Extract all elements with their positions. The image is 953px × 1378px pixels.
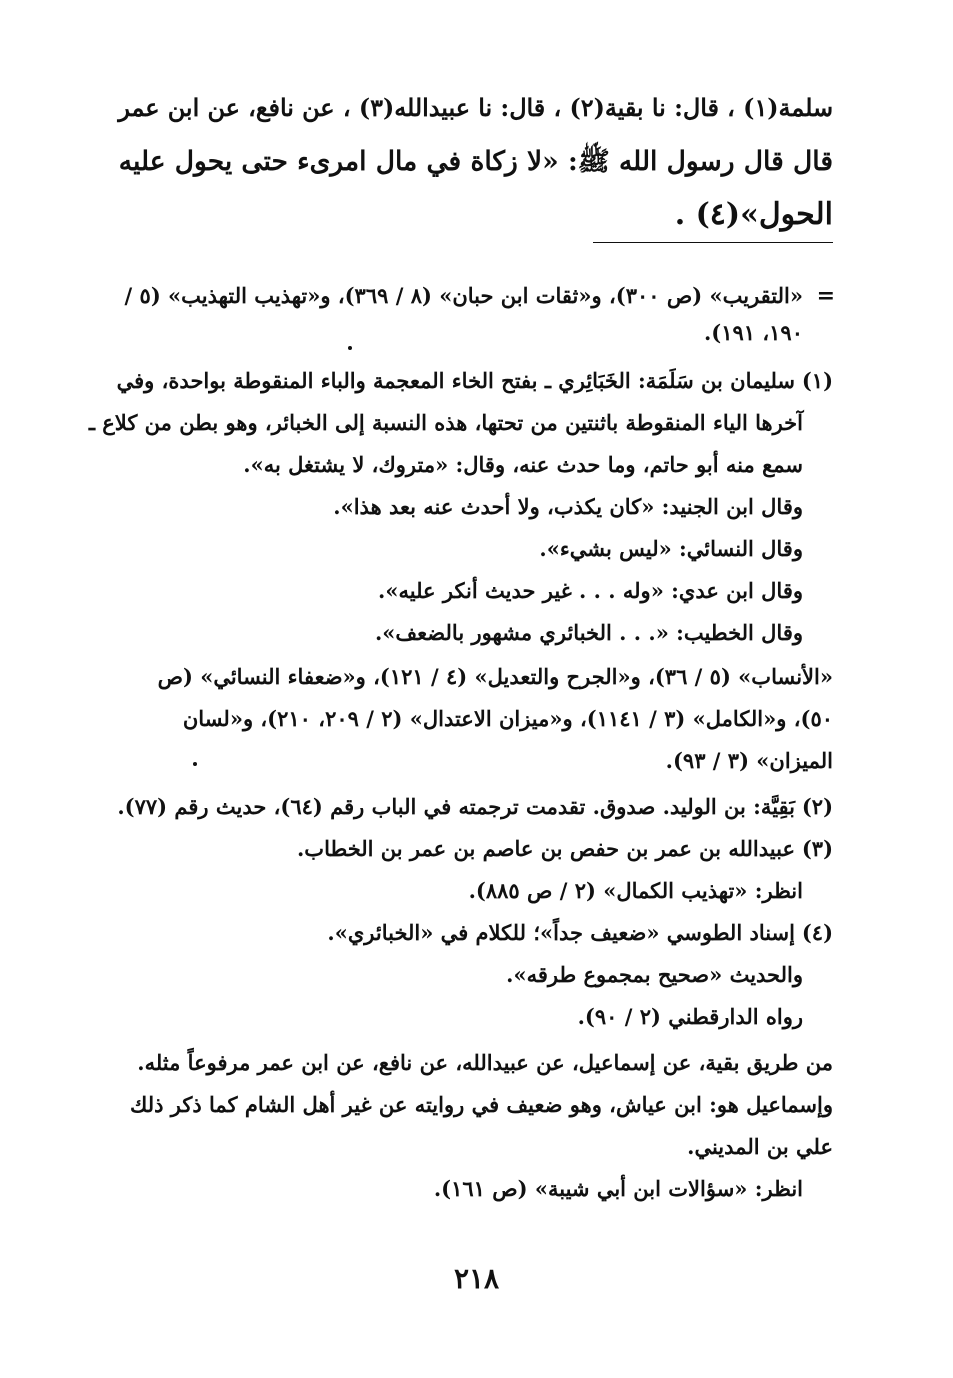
footnote-number: (٢)	[801, 794, 833, 819]
main-text	[118, 82, 833, 241]
footnote-continuation-line: ١٩٠، ١٩١).	[703, 320, 803, 345]
footnote-1-line: ٥٠)، و«الكامل» (٣ / ١١٤١)، و«ميزان الاعتدال» (٢ / ٢٠٩، ٢١٠)، و«لسان	[182, 706, 833, 731]
footnote-4-line: وإسماعيل هو: ابن عياش، وهو ضعيف في روايته عن غير أهل الشام كما ذكر ذلك	[130, 1092, 833, 1117]
footnote-separator	[593, 242, 833, 243]
footnote-3-line: انظر: «تهذيب الكمال» (٢ / ص ٨٨٥).	[468, 878, 803, 903]
footnote-number: (٣)	[801, 836, 833, 861]
footnote-4-line: من طريق بقية، عن إسماعيل، عن عبيدالله، عن نافع، عن ابن عمر مرفوعاً مثله.	[137, 1050, 833, 1075]
footnote-1-line: وقال النسائي: «ليس بشيء».	[539, 536, 803, 561]
footnote-1-line: آخرها الياء المنقوطة باثنتين من تحتها، هذه النسبة إلى الخبائر، وهو بطن من كلاع ـ	[88, 410, 803, 435]
main-text-line: قال قال رسول الله ﷺ: «لا زكاة في مال امرىء حتى يحول عليه	[118, 146, 833, 177]
footnote-4-line: إسناد الطوسي «ضعيف جداً»؛ للكلام في «الخبائري».	[327, 920, 795, 945]
footnote-4-line: والحديث «صحيح بمجموع طرقه».	[506, 962, 803, 987]
footnote-4-line: رواه الدارقطني (٢ / ٩٠).	[577, 1004, 803, 1029]
footnote-number: (٤)	[801, 920, 833, 945]
footnote-2-line: بَقِيَّة: بن الوليد. صدوق. تقدمت ترجمته في الباب رقم (٦٤)، حديث رقم (٧٧).	[117, 794, 795, 819]
ink-dot	[348, 346, 352, 350]
footnote-1-line: «الأنساب» (٥ / ٣٦)، و«الجرح والتعديل» (٤ / ١٢١)، و«ضعفاء النسائي» (ص	[157, 664, 833, 689]
main-text-line: سلمة(١) ، قال: نا بقية(٢) ، قال: نا عبيدالله(٣) ، عن نافع، عن ابن عمر	[118, 94, 833, 122]
continuation-mark: =	[816, 283, 835, 309]
footnote-1-line: وقال ابن الجنيد: «كان يكذب، ولا أحدث عنه بعد هذا».	[333, 494, 803, 519]
main-text-line: الحول»(٤) .	[674, 197, 833, 232]
ink-dot	[193, 762, 197, 766]
footnote-4-line: علي بن المديني.	[687, 1134, 833, 1159]
footnote-1-line: وقال الخطيب: «. . . الخبائري مشهور بالضعف».	[375, 620, 803, 645]
footnote-1-line: سمع منه أبو حاتم، وما حدث عنه، وقال: «متروك، لا يشتغل به».	[243, 452, 803, 477]
footnote-number: (١)	[801, 368, 833, 393]
page-number: ٢١٨	[453, 1262, 500, 1295]
footnote-continuation-line: «التقريب» (ص ٣٠٠)، و«ثقات ابن حبان» (٨ / ٣٦٩)، و«تهذيب التهذيب» (٥ /	[124, 283, 803, 308]
footnote-1-line: سليمان بن سَلَمَة: الخَبَائِري ـ بفتح الخاء المعجمة والباء المنقوطة بواحدة، وفي	[116, 368, 795, 393]
footnote-4-line: انظر: «سؤالات ابن أبي شيبة» (ص ١٦١).	[433, 1176, 803, 1201]
footnote-1-line: الميزان» (٣ / ٩٣).	[665, 748, 833, 773]
footnote-1-line: وقال ابن عدي: «وله . . . غير حديث أنكر عليه».	[378, 578, 803, 603]
footnote-3-line: عبيدالله بن عمر بن حفص بن عاصم بن عمر بن الخطاب.	[296, 836, 795, 861]
